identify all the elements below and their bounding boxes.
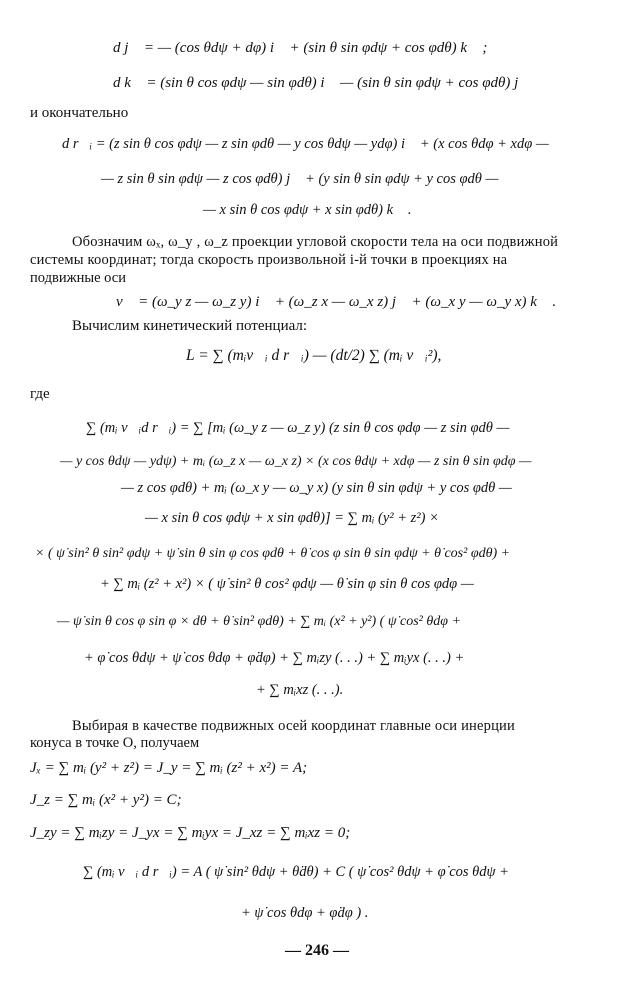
equation-sum-line6: + ∑ mᵢ (z² + x²) × ( ψ̇ sin² θ cos² φdψ — θ̇ sin φ sin θ cos φdφ — [100,576,474,592]
equation-L: L = ∑ (mᵢv⃗ᵢ d r⃗ᵢ) — (dt/2) ∑ (mᵢ v⃗ᵢ²), [186,347,442,364]
equation-sum-line7: — ψ̇ sin θ cos φ sin φ × dθ + θ̇ sin² φdθ) + ∑ mᵢ (x² + y²) ( ψ̇ cos² θdφ + [57,614,461,629]
equation-dr-line2: — z sin θ sin φdψ — z cos φdθ) j⃗ + (y sin θ sin φdψ + y cos φdθ — [101,171,499,187]
equation-dk: d k⃗ = (sin θ cos φdψ — sin φdθ) i⃗ — (sin θ sin φdψ + cos φdθ) j⃗ [113,75,530,91]
equation-sum-line3: — z cos φdθ) + mᵢ (ω_x y — ω_y x) (y sin θ sin φdψ + y cos φdθ — [121,480,512,496]
paragraph-choose-line2: конуса в точке O, получаем [30,735,200,751]
paragraph-choose-line1: Выбирая в качестве подвижных осей координат главные оси инерции [72,718,515,734]
text-compute-potential: Вычислим кинетический потенциал: [72,318,308,334]
page-number: — 246 — [285,942,349,959]
equation-Jz: J_z = ∑ mᵢ (x² + y²) = C; [30,792,182,808]
equation-Jx: Jₓ = ∑ mᵢ (y² + z²) = J_y = ∑ mᵢ (z² + x²) = A; [30,760,308,776]
equation-sum-line1: ∑ (mᵢ v⃗ᵢd r⃗ᵢ) = ∑ [mᵢ (ω_y z — ω_z y) (z sin θ cos φdφ — z sin φdθ — [86,420,510,436]
equation-Jzy: J_zy = ∑ mᵢzy = J_yx = ∑ mᵢyx = J_xz = ∑ mᵢxz = 0; [30,825,351,841]
equation-sum-line9: + ∑ mᵢxz (. . .). [256,682,344,698]
paragraph-denote-line1: Обозначим ωₓ, ω_y , ω_z проекции угловой скорости тела на оси подвижной [72,234,559,250]
equation-dr-line3: — x sin θ cos φdψ + x sin φdθ) k⃗ . [203,202,412,218]
paragraph-denote-line2: системы координат; тогда скорость произвольной i-й точки в проекциях на [30,252,508,268]
paragraph-denote-line3: подвижные оси [30,270,126,286]
equation-sum-line5: × ( ψ̇ sin² θ sin² φdψ + ψ̇ sin θ sin φ cos φdθ + θ̇ cos φ sin θ sin φdψ + θ̇ cos² φdθ) + [35,546,511,561]
text-finally: и окончательно [30,105,129,121]
equation-dj: d j⃗ = — (cos θdψ + dφ) i⃗ + (sin θ sin φdψ + cos φdθ) k⃗ ; [113,40,488,56]
equation-final-line2: + ψ̇ cos θdφ + φ̇dφ ) . [241,905,369,921]
equation-dr-line1: d r⃗ᵢ = (z sin θ cos φdψ — z sin φdθ — y cos θdψ — ydφ) i⃗ + (x cos θdφ + xdφ — [62,136,549,152]
equation-sum-line2: — y cos θdψ — ydψ) + mᵢ (ω_z x — ω_x z) × (x cos θdψ + xdφ — z sin θ sin φdφ — [60,454,532,469]
equation-sum-line4: — x sin θ cos φdψ + x sin φdθ)] = ∑ mᵢ (y² + z²) × [145,510,439,526]
equation-sum-line8: + φ̇ cos θdψ + ψ̇ cos θdφ + φ̇dφ) + ∑ mᵢzy (. . .) + ∑ mᵢyx (. . .) + [84,650,465,666]
equation-final-line1: ∑ (mᵢ v⃗ᵢ d r⃗ᵢ) = A ( ψ̇ sin² θdψ + θ̇dθ) + C ( ψ̇ cos² θdψ + φ̇ cos θdψ + [83,864,509,880]
equation-velocity: v⃗ = (ω_y z — ω_z y) i⃗ + (ω_z x — ω_x z) j⃗ + (ω_x y — ω_y x) k⃗ . [116,294,557,310]
text-where: где [30,386,50,402]
